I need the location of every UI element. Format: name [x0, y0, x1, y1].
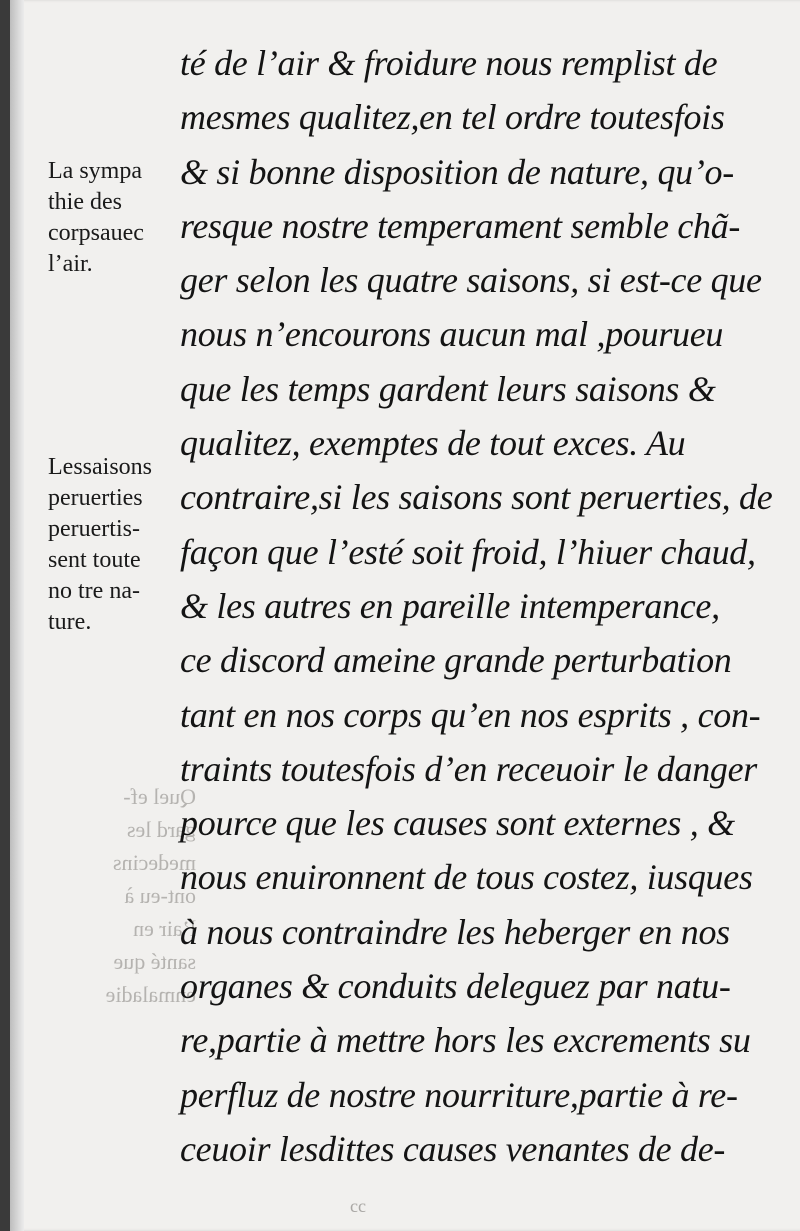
text-line: mesmes qualitez,en tel ordre toutesfois	[180, 97, 725, 138]
margin-note-line: peruerties	[48, 485, 143, 511]
text-line: façon que l’esté soit froid, l’hiuer chaud,	[180, 531, 756, 572]
text-line: ceuoir lesdittes causes venantes de de-	[180, 1128, 726, 1169]
show-through-line: gard les	[126, 817, 196, 842]
margin-note-sympathie	[48, 156, 182, 280]
text-line: perfluz de nostre nourriture,partie à re-	[180, 1074, 738, 1115]
text-line: ce discord ameine grande perturbation	[180, 640, 732, 681]
show-through-line: enmaladie	[105, 982, 196, 1007]
text-line: traints toutesfois d’en receuoir le danger	[180, 748, 757, 789]
text-line: tant en nos corps qu’en nos esprits , con-	[180, 694, 761, 735]
text-line: qualitez, exemptes de tout exces. Au	[180, 423, 686, 464]
show-through-line: ont-eu à	[124, 883, 196, 908]
text-line: resque nostre temperament semble chã-	[180, 205, 741, 246]
text-line: à nous contraindre les heberger en nos	[180, 911, 730, 952]
margin-note-saisons	[48, 452, 182, 638]
show-through-text	[46, 780, 196, 1011]
text-line: té de l’air & froidure nous remplist de	[180, 43, 718, 83]
text-line: re,partie à mettre hors les excrements su	[180, 1020, 751, 1061]
margin-note-line: Lessaisons	[48, 454, 152, 480]
main-text-block	[180, 36, 780, 1176]
show-through-line: medecins	[112, 850, 196, 875]
margin-note-line: l’air.	[48, 251, 93, 277]
text-line: & si bonne disposition de nature, qu’o-	[180, 151, 734, 192]
margin-note-line: ture.	[48, 609, 92, 635]
text-line: & les autres en pareille intemperance,	[180, 585, 720, 626]
page-gutter	[10, 0, 24, 1231]
text-line: pource que les causes sont externes , &	[180, 803, 735, 844]
folio-mark: cc	[350, 1196, 366, 1216]
text-line: que les temps gardent leurs saisons &	[180, 368, 716, 409]
margin-note-line: thie des	[48, 189, 122, 215]
show-through-line: l’air en	[133, 916, 196, 941]
show-through-line: santé que	[113, 949, 196, 974]
text-line: nous n’encourons aucun mal ,pourueu	[180, 314, 724, 355]
text-line: contraire,si les saisons sont peruerties, de	[180, 477, 773, 518]
text-line: nous enuironnent de tous costez, iusques	[180, 857, 753, 898]
margin-note-line: corpsauec	[48, 220, 144, 246]
margin-note-line: sent toute	[48, 547, 141, 573]
text-line: organes & conduits deleguez par natu-	[180, 966, 731, 1007]
show-through-line: Quel ef-	[123, 784, 196, 809]
page-binding-shadow	[0, 0, 10, 1231]
margin-note-line: peruertis-	[48, 516, 140, 542]
margin-note-line: La sympa	[48, 158, 142, 184]
text-line: ger selon les quatre saisons, si est-ce que	[180, 260, 762, 301]
margin-note-line: no tre na-	[48, 578, 140, 604]
